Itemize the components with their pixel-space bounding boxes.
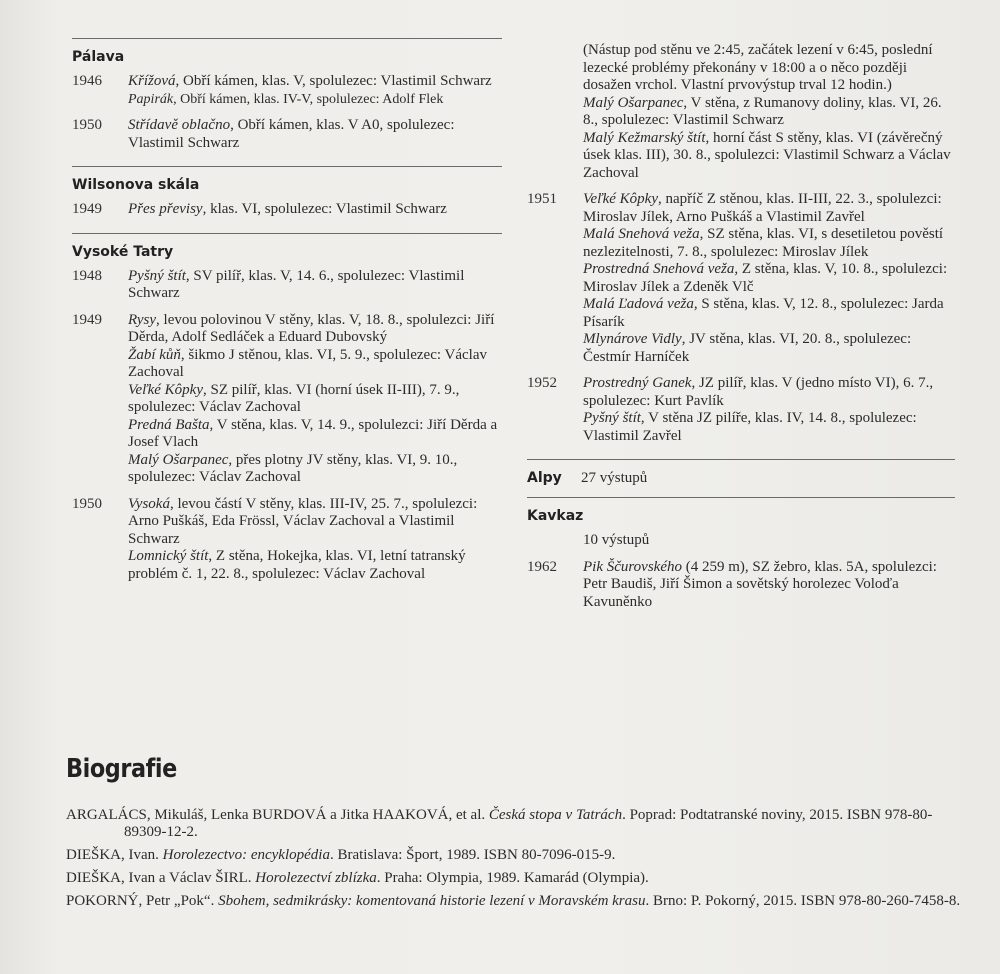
entry-year: 1950 [72,117,102,133]
climb-item [583,95,955,130]
bib-title: Horolezectví zblízka [255,870,377,886]
bibliography-item [66,807,966,841]
bib-publication: . Brno: P. Pokorný, 2015. ISBN 978-80-260-7458-8. [645,893,961,909]
entry-row [72,496,502,584]
bibliography-item [66,847,966,864]
route-name: Pyšný štít [583,410,641,426]
route-name: Malý Ošarpanec [583,94,684,111]
entry-row [527,559,955,612]
section-heading-wilsonova: Wilsonova skála [72,177,200,193]
climb-details: , horní část S stěny, klas. VI (závěrečný úsek klas. III), 30. 8., spolulezci: Vlastimil Schwarz a Václav Zachoval [583,129,951,181]
climb-item [128,347,502,382]
climb-item [128,268,502,303]
entry-year: 1952 [527,375,557,391]
bib-publication: . Bratislava: Šport, 1989. ISBN 80-7096-015-9. [329,847,616,863]
entry-row [527,42,955,182]
bibliography-item [66,893,966,910]
climb-details: , levou částí V stěny, klas. III-IV, 25. 7., spolulezci: Arno Puškáš, Eda Frössl, Václav Zachoval a Vlastimil Schwarz [128,495,478,547]
bibliography-item [66,870,966,887]
climb-item [583,261,955,296]
route-name: Pyšný štít [128,267,186,284]
entry-row [72,73,502,108]
climb-details: , S stěna, klas. V, 12. 8., spolulezec: Jarda Písarík [583,296,944,330]
bib-title: Česká stopa v Tatrách [488,807,623,823]
section-divider [72,166,502,167]
entry-row [72,312,502,487]
climb-item [128,201,502,219]
entry-year: 1962 [527,558,557,575]
climb-item [583,130,955,183]
climb-details: , přes plotny JV stěny, klas. VI, 9. 10., spolulezec: Václav Zachoval [128,451,458,485]
climb-item [128,312,502,347]
section-divider [527,459,955,460]
kavkaz-count: 10 výstupů [583,532,650,548]
climb-details: , SV pilíř, klas. V, 14. 6., spolulezec: Vlastimil Schwarz [128,267,465,301]
climb-item [128,496,502,549]
entry-row [527,191,955,366]
entry-year: 1946 [72,73,102,89]
route-name: Veľké Kôpky [583,191,658,207]
entry-year: 1949 [72,311,102,328]
section-heading-kavkaz: Kavkaz [527,508,584,524]
climb-item [583,226,955,261]
entry-year-empty [527,532,583,550]
climb-item [128,73,502,91]
climb-item [583,375,955,410]
section-divider [527,497,955,498]
climb-details: , Obří kámen, klas. V, spolulezec: Vlastimil Schwarz [175,73,492,89]
climb-item [583,191,955,226]
route-name: Pik Ščurovského [583,558,682,575]
entry-year: 1950 [72,495,102,512]
entry-year: 1949 [72,201,102,217]
route-name: Křížová [128,73,176,89]
entry-row [72,117,502,152]
climb-item [128,452,502,487]
climb-item [128,382,502,417]
left-column [72,38,502,592]
bib-title: Sbohem, sedmikrásky: komentovaná historie lezení v Moravském krasu [218,893,646,909]
entry-row [72,201,502,219]
entry-row [72,268,502,303]
bib-publication: . Praha: Olympia, 1989. Kamarád (Olympia). [376,870,649,886]
climb-item [583,559,955,612]
climb-item [128,417,502,452]
biography-heading: Biografie [66,754,177,784]
bib-authors: ARGALÁCS, Mikuláš, Lenka BURDOVÁ a Jitka HAAKOVÁ, et al. [66,807,489,823]
climb-details: , SZ stěna, klas. VI, s desetiletou pověstí nezlezitelnosti, 7. 8., spolulezec: Miroslav Jílek [583,226,944,260]
climb-details: , Z stěna, klas. V, 10. 8., spolulezci: Miroslav Jílek a Zdeněk Vlč [583,261,948,295]
alpy-row [527,470,955,487]
route-name: Lomnický štít [128,548,209,564]
climb-details: , levou polovinou V stěny, klas. V, 18. 8., spolulezci: Jiří Děrda, Adolf Sedláček a Eduard Dubovský [128,311,495,345]
route-name: Prostredná Snehová veža [583,261,735,277]
bibliography-list [66,807,966,916]
climb-details: , Z stěna, Hokejka, klas. VI, letní tatranský problém č. 1, 22. 8., spolulezec: Václav Zachoval [128,548,466,582]
bib-authors: DIEŠKA, Ivan a Václav ŠIRL. [66,870,256,886]
climb-details: , napříč Z stěnou, klas. II-III, 22. 3., spolulezci: Miroslav Jílek, Arno Puškáš a Vlastimil Zavřel [583,191,942,225]
route-name: Mlynárove Vidly [583,331,682,347]
climb-item [583,296,955,331]
route-name: Predná Bašta [128,416,210,433]
section-divider [72,38,502,39]
route-name: Malý Ošarpanec [128,451,229,468]
climb-item [583,331,955,366]
entry-year-empty [527,42,583,182]
alpy-count: 27 výstupů [581,470,648,486]
climb-item [128,91,502,109]
route-name: Střídavě oblačno [128,117,231,133]
bib-title: Horolezectvo: encyklopédia [162,847,330,863]
route-name: Malá Snehová veža [583,226,700,242]
entry-row [527,375,955,445]
climb-details: , V stěna, z Rumanovy doliny, klas. VI, 26. 8., spolulezec: Vlastimil Schwarz [583,94,942,128]
climb-details: , Obří kámen, klas. IV-V, spolulezec: Adolf Flek [173,91,444,107]
climb-details: , šikmo J stěnou, klas. VI, 5. 9., spolulezec: Václav Zachoval [128,346,487,380]
climb-details: (4 259 m), SZ žebro, klas. 5A, spolulezci: Petr Baudiš, Jiří Šimon a sovětský horolezec Voloďa Kavuněnko [583,558,937,610]
entry-year: 1948 [72,267,102,284]
route-name: Žabí kůň [128,346,181,363]
route-name: Rysy [128,311,157,328]
route-name: Přes převisy [128,201,203,217]
route-name: Malá Ľadová veža [583,296,694,312]
section-heading-palava: Pálava [72,49,125,65]
bib-authors: DIEŠKA, Ivan. [66,847,163,863]
route-name: Prostredný Ganek [583,375,692,391]
bib-publication: . Poprad: Podtatranské noviny, 2015. ISBN 978-80-89309-12-2. [124,807,933,840]
climb-details: , V stěna JZ pilíře, klas. IV, 14. 8., spolulezec: Vlastimil Zavřel [583,410,917,444]
ascent-note: (Nástup pod stěnu ve 2:45, začátek lezení v 6:45, poslední lezecké problémy překonány v 18:00 a o něco později dosažen vrchol. Vlastní prvovýstup trval 12 hodin.) [583,42,933,93]
entry-row [527,532,955,550]
route-name: Veľké Kôpky [128,381,203,398]
entry-year: 1951 [527,191,557,207]
climb-item [583,410,955,445]
section-heading-vysoke-tatry: Vysoké Tatry [72,243,174,260]
climb-details: , SZ pilíř, klas. VI (horní úsek II-III), 7. 9., spolulezec: Václav Zachoval [128,381,460,415]
climb-details: , klas. VI, spolulezec: Vlastimil Schwarz [202,201,447,217]
climb-item [128,548,502,583]
section-heading-alpy: Alpy [527,470,562,486]
climb-details: , JV stěna, klas. VI, 20. 8., spolulezec: Čestmír Harníček [583,331,912,365]
section-divider [72,233,502,234]
climb-item [128,117,502,152]
route-name: Malý Kežmarský štít [583,129,706,146]
right-column [527,42,955,620]
route-name: Vysoká [128,495,170,512]
route-name: Papirák [128,91,174,107]
climb-details: , JZ pilíř, klas. V (jedno místo VI), 6. 7., spolulezec: Kurt Pavlík [583,375,934,409]
climb-details: , Obří kámen, klas. V A0, spolulezec: Vlastimil Schwarz [128,117,455,151]
bib-authors: POKORNÝ, Petr „Pok“. [66,893,219,909]
climb-details: , V stěna, klas. V, 14. 9., spolulezci: Jiří Děrda a Josef Vlach [128,416,498,450]
